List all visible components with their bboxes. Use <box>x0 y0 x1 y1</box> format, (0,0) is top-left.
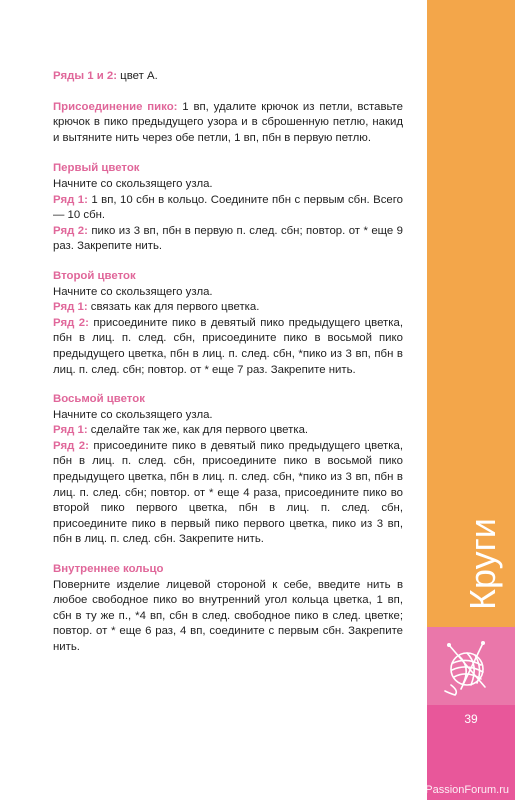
eighth-flower-row2-text: присоедините пико в девятый пико предыдущего цветка, пбн в лиц. п. след. сбн, присоедините пико в восьмой пико предыдущего цветка, пбн в лиц. п. след. сбн, *пико из 3 вп, пбн в лиц. п. след. сбн; повтор. от * еще 4 раза, присоедините пико во второй пико первого цветка, пбн в лиц. п. след. сбн, присоедините пико в первый пико первого цветка, пико из 3 вп, пбн в лиц. п. след. сбн. Закрепите нить. <box>53 439 403 546</box>
eighth-flower-intro: Начните со скользящего узла. <box>53 408 213 421</box>
second-flower-row2 <box>53 316 403 378</box>
eighth-flower-row2 <box>53 439 403 548</box>
second-flower-row1-text: связать как для первого цветка. <box>87 301 260 314</box>
first-flower-row1 <box>53 193 403 224</box>
rows-1-2-text: цвет А. <box>117 70 158 82</box>
picot-join-text: 1 вп, удалите крючок из петли, вставьте крючок в пико предыдущего узора и в сброшенную петлю, накид и вытяните нить через обе петли, 1 вп, пбн в первую петлю. <box>53 100 403 144</box>
second-flower-section <box>53 269 403 378</box>
eighth-flower-heading: Восьмой цветок <box>53 393 145 406</box>
first-flower-intro: Начните со скользящего узла. <box>53 177 213 190</box>
second-flower-heading: Второй цветок <box>53 269 136 282</box>
second-flower-row2-text: присоедините пико в девятый пико предыдущего цветка, пбн в лиц. п. след. сбн, присоедините пико в восьмой пико предыдущего цветка, пбн в лиц. п. след. сбн, *пико из 3 вп, пбн в лиц. п. след. сбн; повтор. от * еще 7 раз. Закрепите нить. <box>53 316 403 376</box>
second-flower-intro: Начните со скользящего узла. <box>53 285 213 298</box>
first-flower-row1-text: 1 вп, 10 сбн в кольцо. Соедините пбн с первым сбн. Всего — 10 сбн. <box>53 193 403 222</box>
picot-join-label: Присоединение пико: <box>53 100 178 113</box>
eighth-flower-row1-text: сделайте так же, как для первого цветка. <box>87 424 309 437</box>
rows-1-2-paragraph <box>53 69 403 85</box>
eighth-flower-row1-label: Ряд 1: <box>53 424 88 437</box>
second-flower-row2-label: Ряд 2: <box>53 316 89 329</box>
first-flower-row2-text: пико из 3 вп, пбн в первую п. след. сбн; повтор. от * еще 9 раз. Закрепите нить. <box>53 224 403 253</box>
inner-ring-heading: Внутреннее кольцо <box>53 563 164 576</box>
yarn-ball-icon <box>441 635 501 697</box>
first-flower-row2 <box>53 224 403 255</box>
watermark: PassionForum.ru <box>425 784 509 796</box>
first-flower-row1-label: Ряд 1: <box>53 193 88 206</box>
eighth-flower-section <box>53 392 403 548</box>
first-flower-section <box>53 161 403 255</box>
page-content <box>53 69 403 670</box>
first-flower-heading: Первый цветок <box>53 162 140 175</box>
first-flower-row2-label: Ряд 2: <box>53 224 88 237</box>
second-flower-row1-label: Ряд 1: <box>53 301 88 314</box>
inner-ring-text: Поверните изделие лицевой стороной к себе, введите нить в любое свободное пико во внутренний угол кольца цветка, 1 вп, сбн в ту же п., *4 вп, сбн в след. свободное пико в след. цветке; повтор. от * еще 6 раз, 4 вп, соедините с первым сбн. Закрепите нить. <box>53 578 403 653</box>
second-flower-row1 <box>53 300 403 316</box>
rows-1-2-label: Ряды 1 и 2: <box>53 70 118 82</box>
section-title: Круги <box>462 518 503 610</box>
page-number: 39 <box>464 712 478 726</box>
eighth-flower-row1 <box>53 423 403 439</box>
picot-join-paragraph <box>53 100 403 147</box>
eighth-flower-row2-label: Ряд 2: <box>53 439 89 452</box>
inner-ring-section <box>53 562 403 656</box>
chapter-sidebar <box>427 0 515 800</box>
